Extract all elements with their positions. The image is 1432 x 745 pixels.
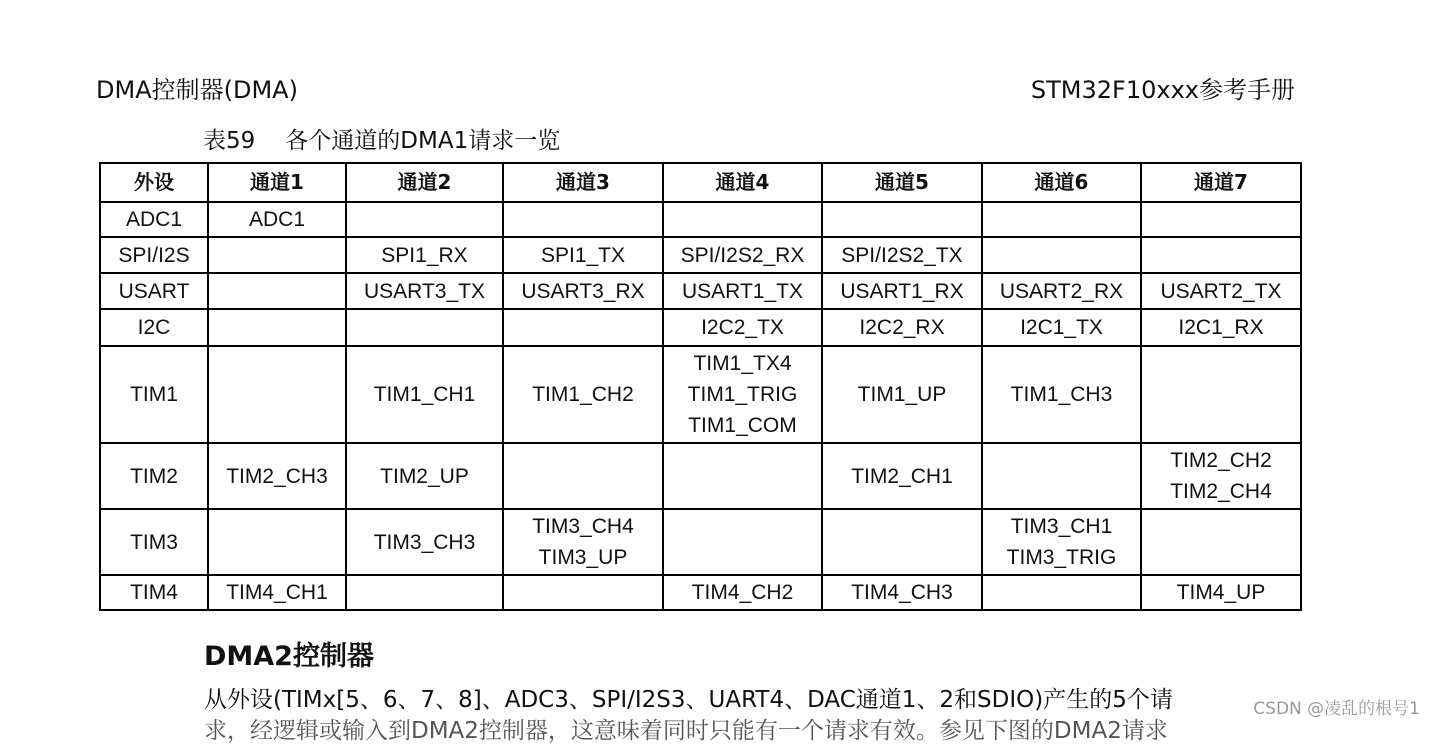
channel-2-cell [346,273,503,309]
channel-2-cell [346,575,503,610]
request-name: TIM1_UP [857,383,947,406]
channel-4-cell [663,346,822,443]
header-channel-7: 通道7 [1141,163,1301,202]
peripheral-cell [100,509,208,575]
peripheral-name: TIM3 [130,530,178,554]
table-header-row [100,163,1301,202]
request-name: TIM3_UP [538,546,628,569]
channel-7-cell [1141,309,1301,346]
table-caption-text: 各个通道的DMA1请求一览 [285,128,561,154]
request-name: I2C1_TX [1020,316,1103,339]
channel-5-cell [822,346,982,443]
header-channel-5: 通道5 [822,163,982,202]
request-name: TIM4_CH1 [226,581,328,604]
header-channel-2: 通道2 [346,163,503,202]
channel-4-cell [663,237,822,273]
channel-5-cell [822,273,982,309]
channel-4-cell [663,202,822,237]
request-name: SPI1_TX [540,243,626,267]
request-name: TIM4_CH2 [691,581,794,604]
channel-2-cell [346,509,503,575]
request-name: TIM1_CH2 [532,383,634,406]
request-name: TIM3_CH1 [1010,515,1113,538]
request-name: USART2_TX [1160,279,1282,303]
header-channel-3: 通道3 [503,163,663,202]
section-paragraph-line-1: 从外设(TIMx[5、6、7、8]、ADC3、SPI/I2S3、UART4、DAC通道1、2和SDIO)产生的5个请 [204,687,1173,713]
channel-2-cell [346,346,503,443]
channel-1-cell [208,346,346,443]
peripheral-cell [100,237,208,273]
section-title: DMA2控制器 [204,641,374,672]
channel-7-cell [1141,509,1301,575]
peripheral-name: USART [118,279,190,303]
request-name: TIM2_CH3 [226,464,328,488]
peripheral-cell [100,273,208,309]
table-number: 表59 [203,128,256,154]
table-row [100,575,1301,610]
request-name: TIM1_CH1 [373,383,476,406]
channel-7-cell [1141,237,1301,273]
channel-4-cell [663,273,822,309]
table-row [100,443,1301,509]
channel-5-cell [822,202,982,237]
request-name: I2C2_TX [701,316,784,339]
request-name: TIM3_TRIG [1006,546,1117,569]
peripheral-cell [100,202,208,237]
channel-4-cell [663,309,822,346]
table-row [100,273,1301,309]
channel-1-cell [208,237,346,273]
table-caption [203,122,560,155]
request-name: TIM1_TX4 [693,352,792,375]
request-name: TIM4_CH3 [851,581,953,604]
channel-1-cell [208,443,346,509]
table-body [100,202,1301,610]
channel-3-cell [503,346,663,443]
request-name: TIM2_CH4 [1170,480,1272,503]
channel-4-cell [663,509,822,575]
request-name: ADC1 [248,208,306,231]
request-name: USART1_TX [682,279,803,303]
request-name: USART2_RX [999,279,1124,303]
request-name: TIM4_UP [1176,581,1266,604]
peripheral-name: TIM1 [130,383,178,406]
channel-2-cell [346,309,503,346]
channel-6-cell [982,309,1141,346]
peripheral-name: ADC1 [125,208,183,231]
dma1-request-table [99,162,1302,611]
watermark: CSDN @凌乱的根号1 [1253,699,1420,719]
header-peripheral: 外设 [100,163,208,202]
request-name: SPI1_RX [381,243,468,267]
channel-6-cell [982,509,1141,575]
channel-6-cell [982,237,1141,273]
channel-7-cell [1141,443,1301,509]
channel-5-cell [822,509,982,575]
request-name: TIM2_CH1 [851,464,953,488]
channel-1-cell [208,309,346,346]
channel-1-cell [208,202,346,237]
channel-5-cell [822,237,982,273]
request-name: USART3_RX [521,279,645,303]
channel-7-cell [1141,346,1301,443]
running-header-right: STM32F10xxx参考手册 [1030,76,1295,104]
peripheral-name: SPI/I2S [118,243,190,267]
channel-2-cell [346,237,503,273]
channel-3-cell [503,575,663,610]
header-channel-6: 通道6 [982,163,1141,202]
channel-3-cell [503,309,663,346]
table-row [100,237,1301,273]
request-name: TIM2_UP [380,464,469,488]
request-name: I2C2_RX [859,316,945,339]
request-name: TIM1_COM [688,414,797,437]
table-row [100,309,1301,346]
channel-6-cell [982,202,1141,237]
running-header-left: DMA控制器(DMA) [96,76,298,104]
channel-6-cell [982,273,1141,309]
channel-3-cell [503,443,663,509]
header-channel-1: 通道1 [208,163,346,202]
request-name: USART1_RX [840,279,964,303]
peripheral-cell [100,346,208,443]
header-channel-4: 通道4 [663,163,822,202]
request-name: TIM3_CH4 [532,515,634,538]
request-name: SPI/I2S2_RX [680,243,805,267]
channel-5-cell [822,575,982,610]
channel-7-cell [1141,273,1301,309]
channel-7-cell [1141,575,1301,610]
peripheral-name: TIM2 [130,464,178,488]
request-name: TIM1_CH3 [1010,383,1113,406]
peripheral-cell [100,575,208,610]
request-name: SPI/I2S2_TX [841,243,963,267]
peripheral-cell [100,309,208,346]
channel-1-cell [208,575,346,610]
request-name: TIM1_TRIG [687,383,798,406]
channel-3-cell [503,202,663,237]
channel-3-cell [503,237,663,273]
channel-6-cell [982,443,1141,509]
channel-5-cell [822,443,982,509]
peripheral-cell [100,443,208,509]
request-name: TIM3_CH3 [373,530,476,554]
channel-1-cell [208,273,346,309]
peripheral-name: I2C [137,316,171,339]
request-name: USART3_TX [364,279,485,303]
peripheral-name: TIM4 [130,581,178,604]
request-name: TIM2_CH2 [1170,449,1272,472]
channel-4-cell [663,443,822,509]
channel-5-cell [822,309,982,346]
table-row [100,346,1301,443]
channel-2-cell [346,202,503,237]
channel-1-cell [208,509,346,575]
table-row [100,202,1301,237]
request-name: I2C1_RX [1178,316,1264,339]
channel-3-cell [503,509,663,575]
section-paragraph-line-2: 求，经逻辑或输入到DMA2控制器，这意味着同时只能有一个请求有效。参见下图的DMA2请求 [204,718,1168,744]
channel-3-cell [503,273,663,309]
channel-4-cell [663,575,822,610]
channel-7-cell [1141,202,1301,237]
channel-6-cell [982,346,1141,443]
channel-6-cell [982,575,1141,610]
table-row [100,509,1301,575]
channel-2-cell [346,443,503,509]
